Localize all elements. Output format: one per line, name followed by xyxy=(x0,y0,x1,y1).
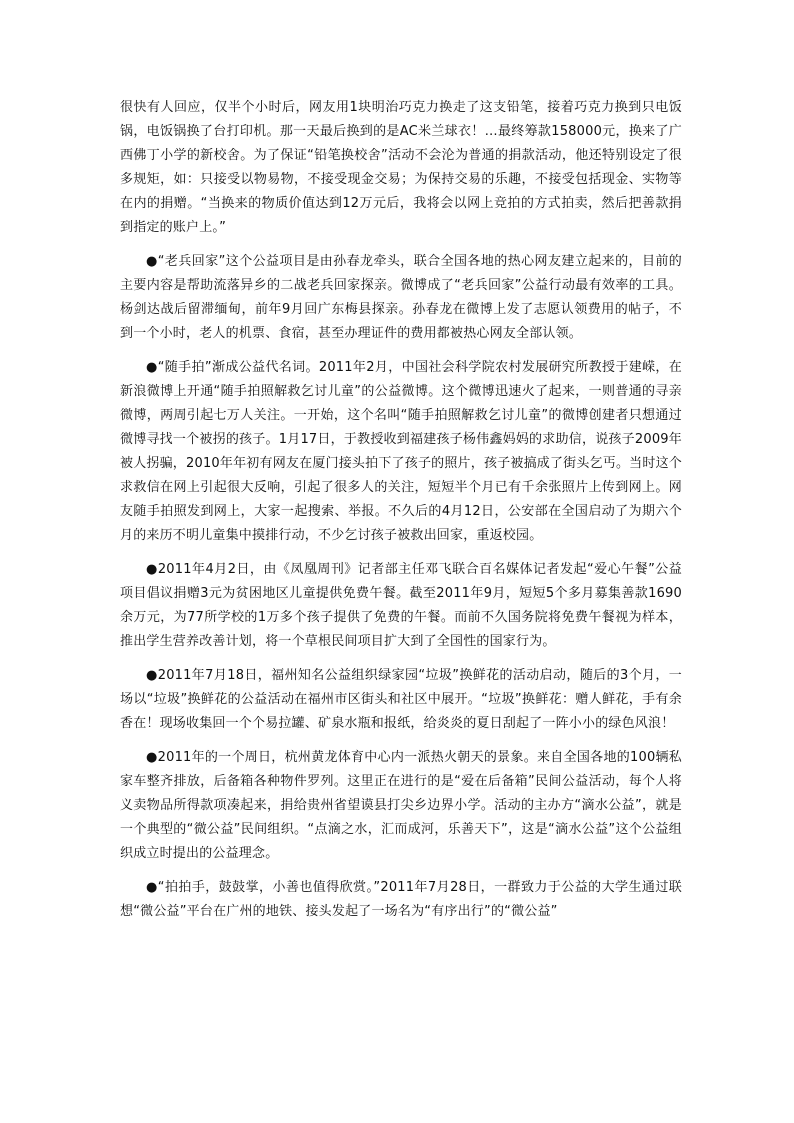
paragraph-garbage-for-flowers: ●2011年7月18日，福州知名公益组织绿家园“垃圾”换鲜花的活动启动，随后的3个月，一场以“垃圾”换鲜花的公益活动在福州市区街头和社区中展开。“垃圾”换鲜花：赠人鲜花，手有余香在！现场收集回一个个易拉罐、矿泉水瓶和报纸，给炎炎的夏日刮起了一阵小小的绿色风浪！ xyxy=(120,668,682,731)
paragraph-veterans-home: ●“老兵回家”这个公益项目是由孙春龙牵头，联合全国各地的热心网友建立起来的，目前的主要内容是帮助流落异乡的二战老兵回家探亲。微博成了“老兵回家”公益行动最有效率的工具。杨剑达战后留滞缅甸，前年9月回广东梅县探亲。孙春龙在微博上发了志愿认领费用的帖子，不到一个小时，老人的机票、食宿，甚至办理证件的费用都被热心网友全部认领。 xyxy=(120,254,682,341)
paragraph-snapshot-rescue: ●“随手拍”渐成公益代名词。2011年2月，中国社会科学院农村发展研究所教授于建嵘，在新浪微博上开通“随手拍照解救乞讨儿童”的公益微博。这个微博迅速火了起来，一则普通的寻亲微博，两周引起七万人关注。一开始，这个名叫“随手拍照解救乞讨儿童”的微博创建者只想通过微博寻找一个被拐的孩子。1月17日，于教授收到福建孩子杨伟鑫妈妈的求助信，说孩子2009年被人拐骗，2010年年初有网友在厦门接头拍下了孩子的照片，孩子被搞成了街头乞丐。当时这个求救信在网上引起很大反响，引起了很多人的关注，短短半个月已有千余张照片上传到网上。网友随手拍照发到网上，大家一起搜索、举报。不久后的4月12日，公安部在全国启动了为期六个月的来历不明儿童集中摸排行动，不少乞讨孩子被救出回家，重返校园。 xyxy=(120,360,682,543)
paragraph-free-lunch: ●2011年4月2日，由《凤凰周刊》记者部主任邓飞联合百名媒体记者发起“爱心午餐”公益项目倡议捐赠3元为贫困地区儿童提供免费午餐。截至2011年9月，短短5个多月募集善款1690余万元，为77所学校的1万多个孩子提供了免费的午餐。而前不久国务院将免费午餐视为样本，推出学生营养改善计划，将一个草根民间项目扩大到了全国性的国家行为。 xyxy=(120,562,682,649)
paragraph-pencil-for-school: 很快有人回应，仅半个小时后，网友用1块明治巧克力换走了这支铅笔，接着巧克力换到只电饭锅，电饭锅换了台打印机。那一天最后换到的是AC米兰球衣！…最终筹款158000元，换来了广西佛丁小学的新校舍。为了保证“铅笔换校舍”活动不会沦为普通的捐款活动，他还特别设定了很多规矩，如：只接受以物易物，不接受现金交易；为保持交易的乐趣，不接受包括现金、实物等在内的捐赠。“当换来的物质价值达到12万元后，我将会以网上竞拍的方式拍卖，然后把善款捐到指定的账户上。” xyxy=(120,100,682,235)
paragraph-orderly-travel: ●“拍拍手，鼓鼓掌，小善也值得欣赏。”2011年7月28日，一群致力于公益的大学生通过联想“微公益”平台在广州的地铁、接头发起了一场名为“有序出行”的“微公益” xyxy=(120,880,682,919)
paragraph-love-in-trunk: ●2011年的一个周日，杭州黄龙体育中心内一派热火朝天的景象。来自全国各地的100辆私家车整齐排放，后备箱各种物件罗列。这里正在进行的是“爱在后备箱”民间公益活动，每个人将义卖物品所得款项凑起来，捐给贵州省望谟县打尖乡边界小学。活动的主办方“滴水公益”，就是一个典型的“微公益”民间组织。“点滴之水，汇而成河，乐善天下”，这是“滴水公益”这个公益组织成立时提出的公益理念。 xyxy=(120,750,682,861)
document-page xyxy=(120,96,682,934)
